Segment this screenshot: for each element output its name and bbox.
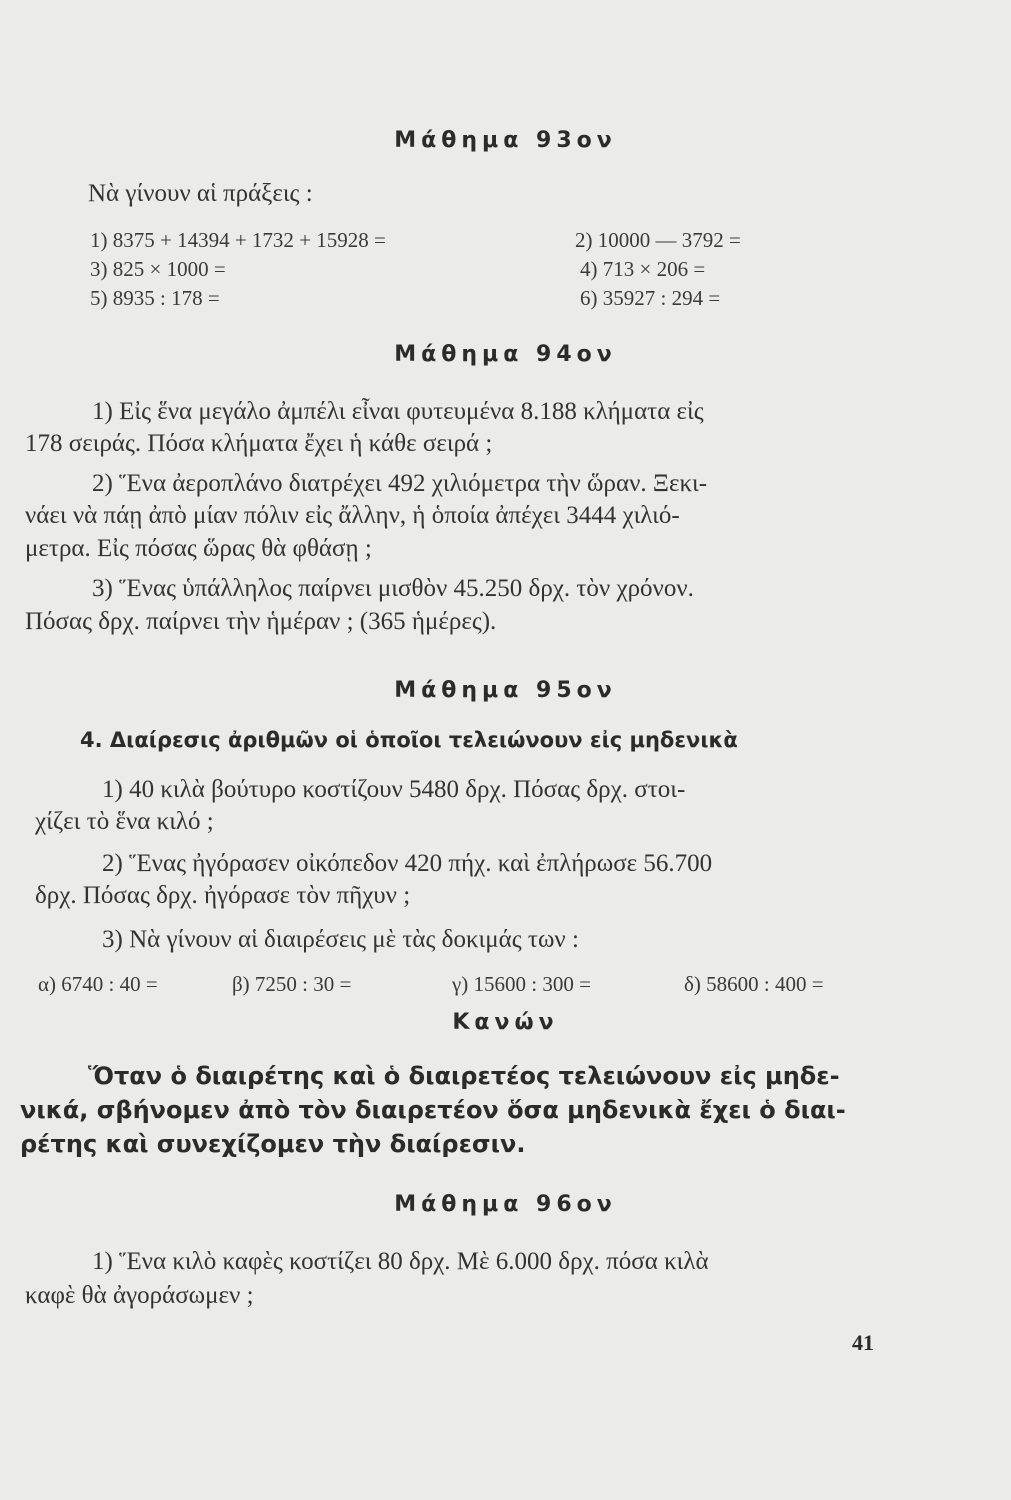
division-d: δ) 58600 : 400 = [684, 972, 824, 996]
lesson-94-line: Πόσας δρχ. παίρνει τὴν ἡμέραν ; (365 ἡμέρες). [25, 608, 497, 635]
operation-5: 5) 8935 : 178 = [90, 286, 220, 310]
page-number: 41 [852, 1330, 874, 1355]
lesson-94-line: μετρα. Εἰς πόσας ὥρας θὰ φθάσῃ ; [25, 535, 372, 562]
lesson-95-title: Μάθημα 95ον [394, 678, 617, 703]
lesson-95-line: 1) 40 κιλὰ βούτυρο κοστίζουν 5480 δρχ. Πόσας δρχ. στοι- [102, 776, 686, 803]
operation-4: 4) 713 × 206 = [580, 257, 706, 281]
lesson-95-line: 3) Νὰ γίνουν αἱ διαιρέσεις μὲ τὰς δοκιμάς των : [102, 926, 579, 953]
operation-3: 3) 825 × 1000 = [90, 257, 226, 281]
lesson-93-title: Μάθημα 93ον [394, 128, 617, 153]
rule-title: Κανών [452, 1010, 559, 1035]
lesson-94-line: 178 σειράς. Πόσα κλήματα ἔχει ἡ κάθε σειρά ; [25, 430, 493, 457]
lesson-94-line: νάει νὰ πάῃ ἀπὸ μίαν πόλιν εἰς ἄλλην, ἡ ὁποία ἀπέχει 3444 χιλιό- [25, 502, 680, 529]
division-a: α) 6740 : 40 = [38, 972, 158, 996]
rule-line: νικά, σβήνομεν ἀπὸ τὸν διαιρετέον ὅσα μηδενικὰ ἔχει ὁ διαι- [20, 1096, 846, 1124]
operation-6: 6) 35927 : 294 = [580, 286, 721, 310]
lesson-94-line: 1) Εἰς ἕνα μεγάλο ἀμπέλι εἶναι φυτευμένα 8.188 κλήματα εἰς [92, 398, 704, 425]
lesson-96-line: καφὲ θὰ ἀγοράσωμεν ; [25, 1282, 254, 1309]
rule-line: Ὅταν ὁ διαιρέτης καὶ ὁ διαιρετέος τελειώνουν εἰς μηδε- [88, 1062, 840, 1090]
rule-line: ρέτης καὶ συνεχίζομεν τὴν διαίρεσιν. [20, 1130, 526, 1158]
operation-2: 2) 10000 — 3792 = [575, 228, 741, 252]
lesson-94-line: 3) Ἕνας ὑπάλληλος παίρνει μισθὸν 45.250 δρχ. τὸν χρόνον. [92, 575, 694, 602]
operation-1: 1) 8375 + 14394 + 1732 + 15928 = [90, 228, 386, 252]
lesson-95-line: χίζει τὸ ἕνα κιλό ; [35, 808, 214, 835]
division-b: β) 7250 : 30 = [232, 972, 352, 996]
lesson-94-line: 2) Ἕνα ἀεροπλάνο διατρέχει 492 χιλιόμετρα τὴν ὥραν. Ξεκι- [92, 470, 708, 497]
division-c: γ) 15600 : 300 = [452, 972, 591, 996]
lesson-95-subtitle: 4. Διαίρεσις ἀριθμῶν οἱ ὁποῖοι τελειώνουν εἰς μηδενικὰ [80, 728, 738, 752]
lesson-95-line: δρχ. Πόσας δρχ. ἠγόρασε τὸν πῆχυν ; [35, 882, 411, 909]
lesson-94-title: Μάθημα 94ον [394, 342, 617, 367]
lesson-93-intro: Νὰ γίνουν αἱ πράξεις : [88, 180, 313, 207]
lesson-95-line: 2) Ἕνας ἠγόρασεν οἰκόπεδον 420 πήχ. καὶ ἐπλήρωσε 56.700 [102, 850, 713, 877]
lesson-96-line: 1) Ἕνα κιλὸ καφὲς κοστίζει 80 δρχ. Μὲ 6.000 δρχ. πόσα κιλὰ [92, 1248, 709, 1275]
lesson-96-title: Μάθημα 96ον [394, 1192, 617, 1217]
